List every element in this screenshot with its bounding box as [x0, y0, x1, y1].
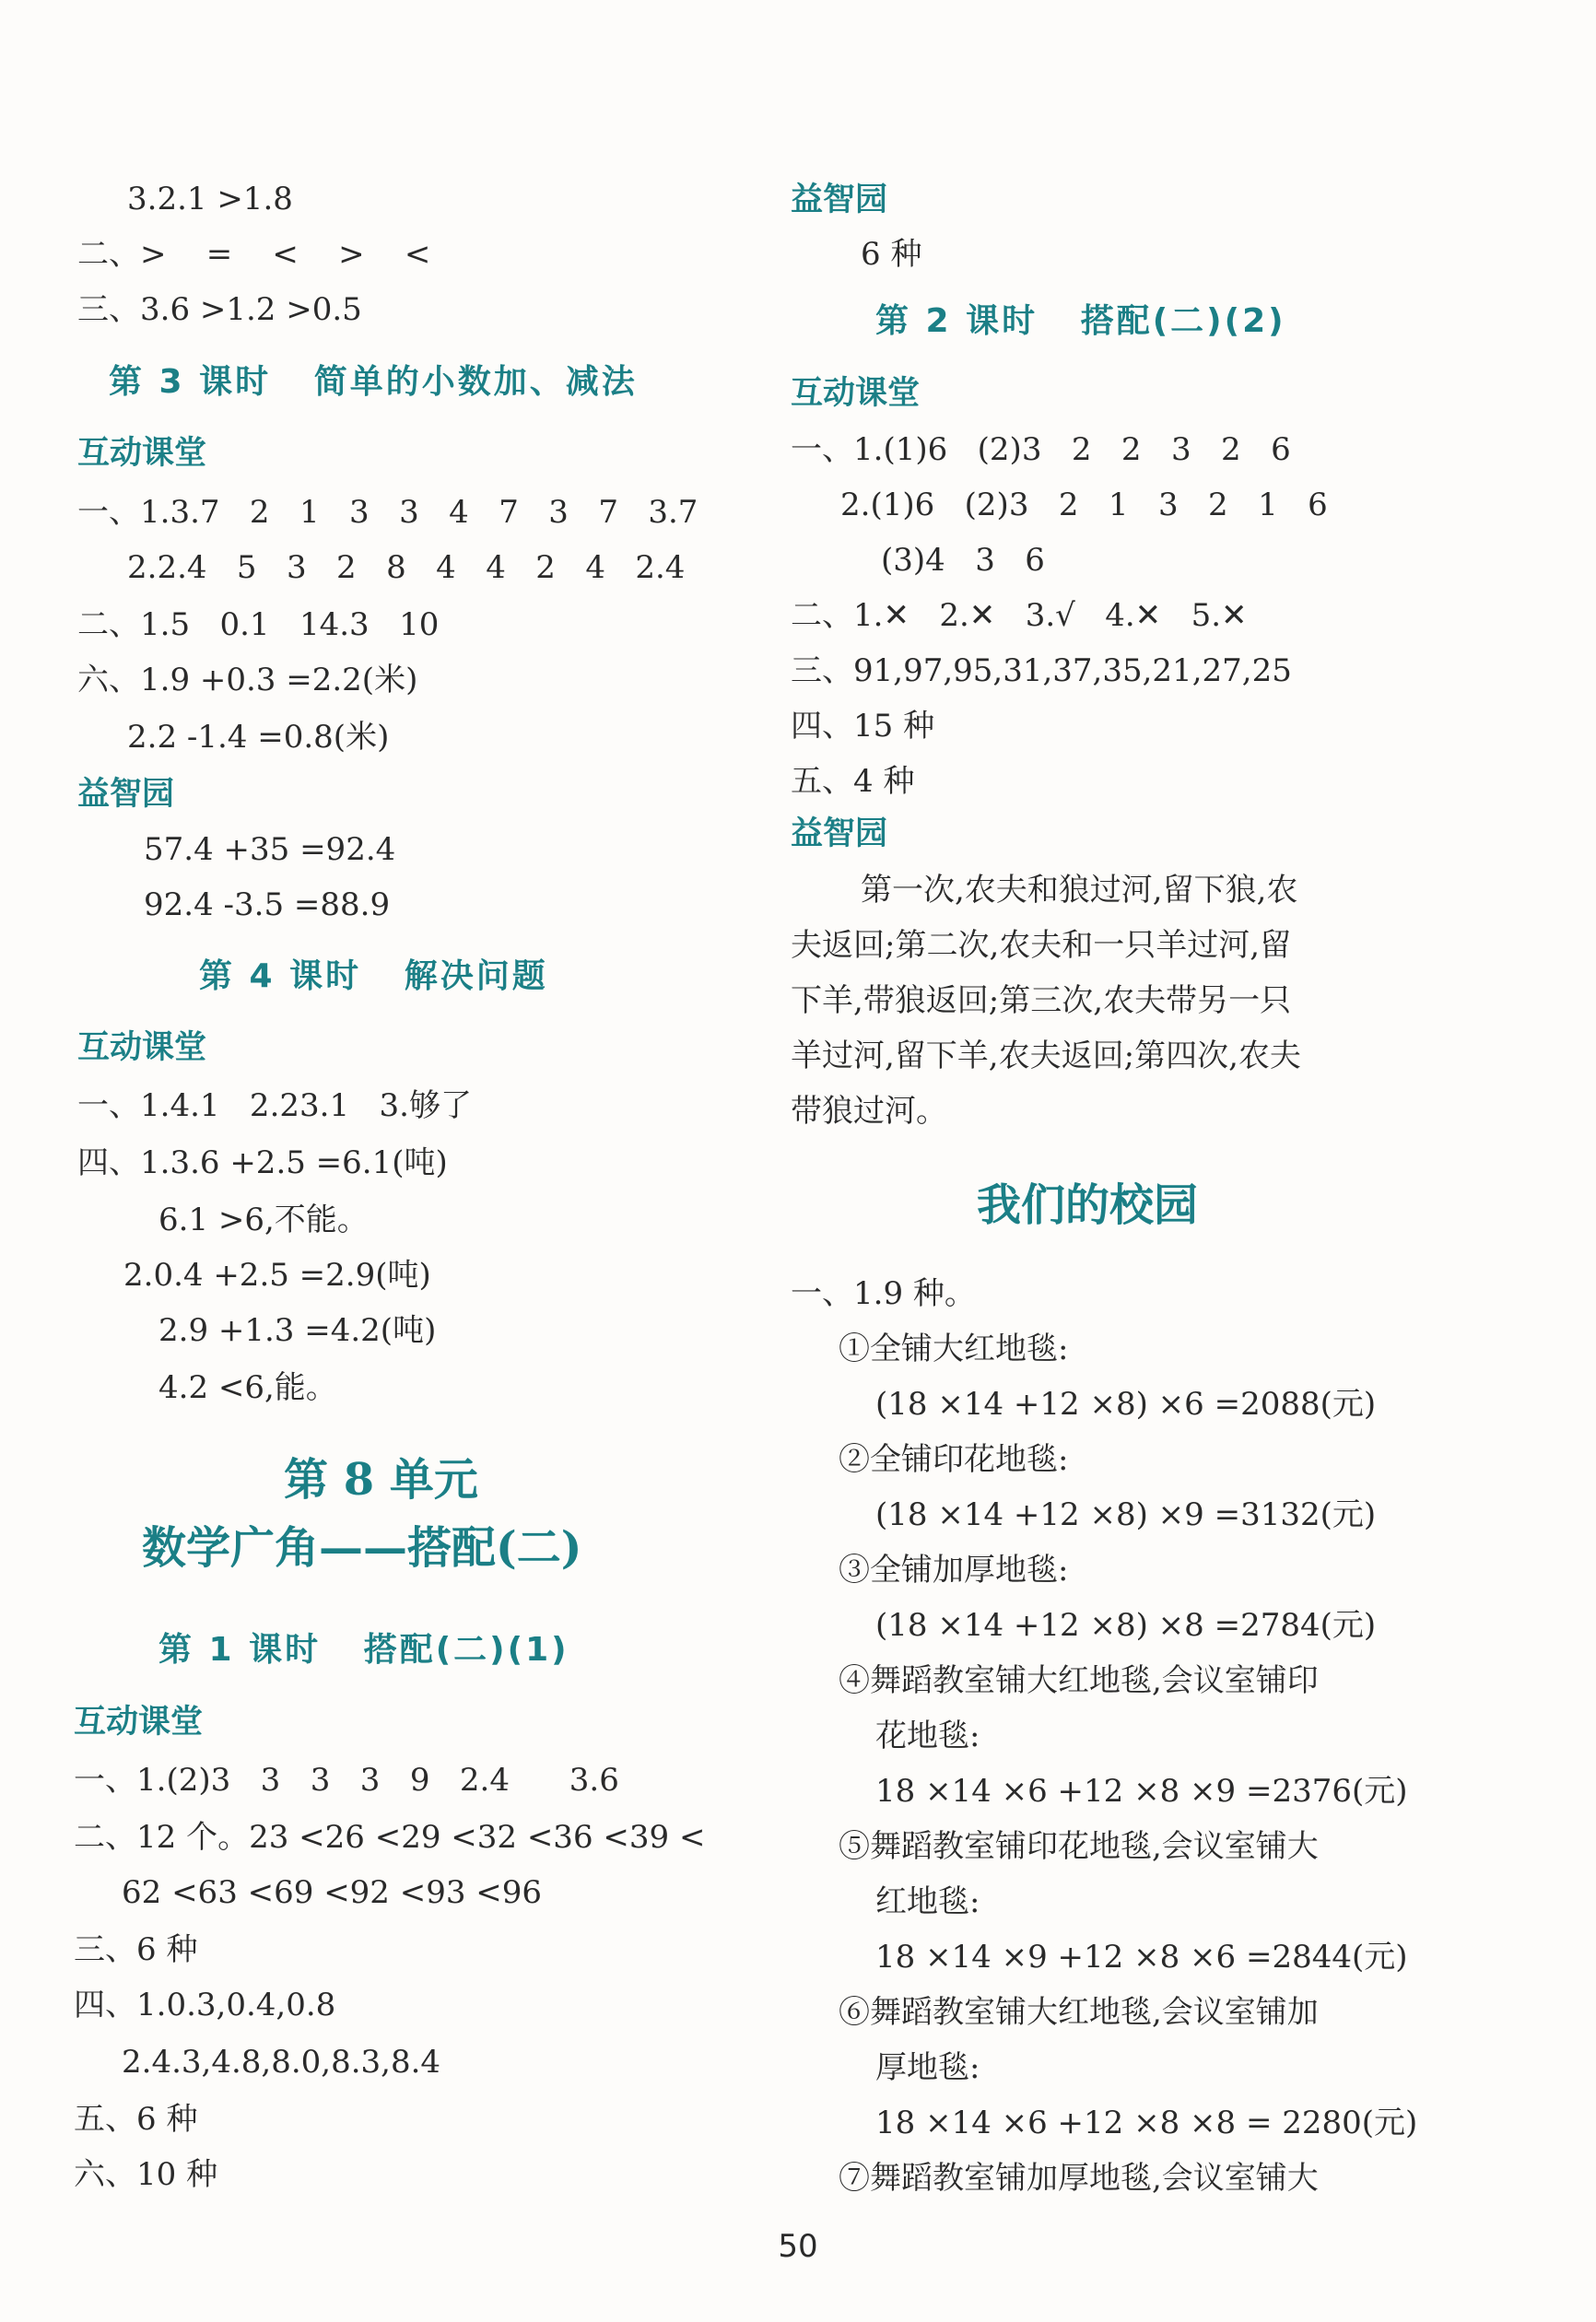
page-number: 50 — [778, 2228, 818, 2265]
answer-line: 6 种 — [861, 236, 922, 273]
answer-line: 六、1.9 +0.3 =2.2(米) — [77, 662, 418, 698]
answer-line: 二、12 个。23 <26 <29 <32 <36 <39 < — [74, 1819, 706, 1856]
section-heading-yizhi: 益智园 — [791, 815, 888, 852]
answer-line: 四、15 种 — [791, 708, 935, 745]
answer-line: 2.2.4 5 3 2 8 4 4 2 4 2.4 — [127, 549, 686, 586]
answer-line: ②全铺印花地毯: — [839, 1441, 1069, 1478]
answer-line: 一、1.9 种。 — [791, 1275, 976, 1312]
lesson-heading: 第 4 课时 解决问题 — [199, 957, 548, 995]
lesson-heading: 第 2 课时 搭配(二)(2) — [875, 302, 1286, 340]
answer-line: 3.2.1 >1.8 — [127, 181, 293, 217]
lesson-heading: 第 1 课时 搭配(二)(1) — [158, 1631, 569, 1669]
answer-line: 一、1.(1)6 (2)3 2 2 3 2 6 — [791, 431, 1291, 468]
answer-line: ⑦舞蹈教室铺加厚地毯,会议室铺大 — [839, 2160, 1319, 2197]
answer-line: 4.2 <6,能。 — [158, 1369, 337, 1406]
paragraph-line: 带狼过河。 — [791, 1093, 947, 1130]
answer-line: 五、6 种 — [74, 2101, 198, 2138]
answer-line: 18 ×14 ×6 +12 ×8 ×9 =2376(元) — [875, 1773, 1408, 1810]
answer-line: 2.2 -1.4 =0.8(米) — [127, 719, 390, 756]
section-title: 我们的校园 — [977, 1179, 1199, 1231]
section-heading-yizhi: 益智园 — [791, 182, 888, 218]
answer-line: 62 <63 <69 <92 <93 <96 — [122, 1874, 543, 1911]
answer-line: (18 ×14 +12 ×8) ×6 =2088(元) — [875, 1386, 1377, 1423]
answer-line: 一、1.3.7 2 1 3 3 4 7 3 7 3.7 — [77, 494, 698, 531]
answer-line: 18 ×14 ×6 +12 ×8 ×8 = 2280(元) — [875, 2105, 1418, 2141]
lesson-heading: 第 3 课时 简单的小数加、减法 — [109, 363, 638, 401]
paragraph-line: 下羊,带狼返回;第三次,农夫带另一只 — [791, 982, 1292, 1019]
answer-line: 2.9 +1.3 =4.2(吨) — [158, 1312, 437, 1349]
answer-line: 一、1.4.1 2.23.1 3.够了 — [77, 1087, 472, 1124]
answer-line: 红地毯: — [875, 1883, 980, 1920]
answer-line: 二、> = < > < — [77, 236, 431, 273]
answer-line: 57.4 +35 =92.4 — [144, 831, 396, 868]
answer-line: 花地毯: — [875, 1718, 980, 1754]
answer-line: 18 ×14 ×9 +12 ×8 ×6 =2844(元) — [875, 1939, 1408, 1976]
answer-line: 四、1.3.6 +2.5 =6.1(吨) — [77, 1144, 448, 1181]
paragraph-line: 夫返回;第二次,农夫和一只羊过河,留 — [791, 927, 1292, 964]
answer-line: 92.4 -3.5 =88.9 — [144, 886, 391, 923]
answer-line: 6.1 >6,不能。 — [158, 1202, 369, 1238]
paragraph-line: 第一次,农夫和狼过河,留下狼,农 — [861, 872, 1298, 909]
answer-line: (18 ×14 +12 ×8) ×9 =3132(元) — [875, 1496, 1377, 1533]
answer-line: 二、1.✕ 2.✕ 3.√ 4.✕ 5.✕ — [791, 597, 1248, 634]
answer-line: 厚地毯: — [875, 2049, 980, 2086]
answer-line: 三、6 种 — [74, 1931, 198, 1968]
section-heading-yizhi: 益智园 — [77, 776, 175, 813]
answer-line: 一、1.(2)3 3 3 3 9 2.4 3.6 — [74, 1762, 619, 1799]
section-heading-hudong: 互动课堂 — [791, 375, 921, 412]
answer-line: (18 ×14 +12 ×8) ×8 =2784(元) — [875, 1607, 1377, 1644]
answer-line: 五、4 种 — [791, 763, 915, 800]
unit-subtitle: 数学广角——搭配(二) — [142, 1522, 582, 1574]
answer-line: (3)4 3 6 — [881, 542, 1045, 579]
section-heading-hudong: 互动课堂 — [77, 435, 207, 472]
answer-line: ①全铺大红地毯: — [839, 1331, 1069, 1367]
answer-line: 六、10 种 — [74, 2156, 218, 2193]
section-heading-hudong: 互动课堂 — [74, 1704, 204, 1741]
answer-line: 2.4.3,4.8,8.0,8.3,8.4 — [122, 2044, 441, 2081]
answer-line: 三、91,97,95,31,37,35,21,27,25 — [791, 652, 1292, 689]
section-heading-hudong: 互动课堂 — [77, 1029, 207, 1066]
unit-title: 第 8 单元 — [284, 1454, 478, 1506]
answer-line: 2.(1)6 (2)3 2 1 3 2 1 6 — [840, 487, 1328, 523]
answer-line: 二、1.5 0.1 14.3 10 — [77, 606, 440, 643]
answer-line: ⑤舞蹈教室铺印花地毯,会议室铺大 — [839, 1828, 1319, 1865]
answer-line: ③全铺加厚地毯: — [839, 1552, 1069, 1589]
paragraph-line: 羊过河,留下羊,农夫返回;第四次,农夫 — [791, 1038, 1301, 1074]
answer-line: 2.0.4 +2.5 =2.9(吨) — [123, 1257, 431, 1294]
answer-line: ⑥舞蹈教室铺大红地毯,会议室铺加 — [839, 1994, 1319, 2031]
answer-line: 四、1.0.3,0.4,0.8 — [74, 1987, 336, 2023]
answer-line: ④舞蹈教室铺大红地毯,会议室铺印 — [839, 1662, 1319, 1699]
answer-line: 三、3.6 >1.2 >0.5 — [77, 291, 362, 328]
